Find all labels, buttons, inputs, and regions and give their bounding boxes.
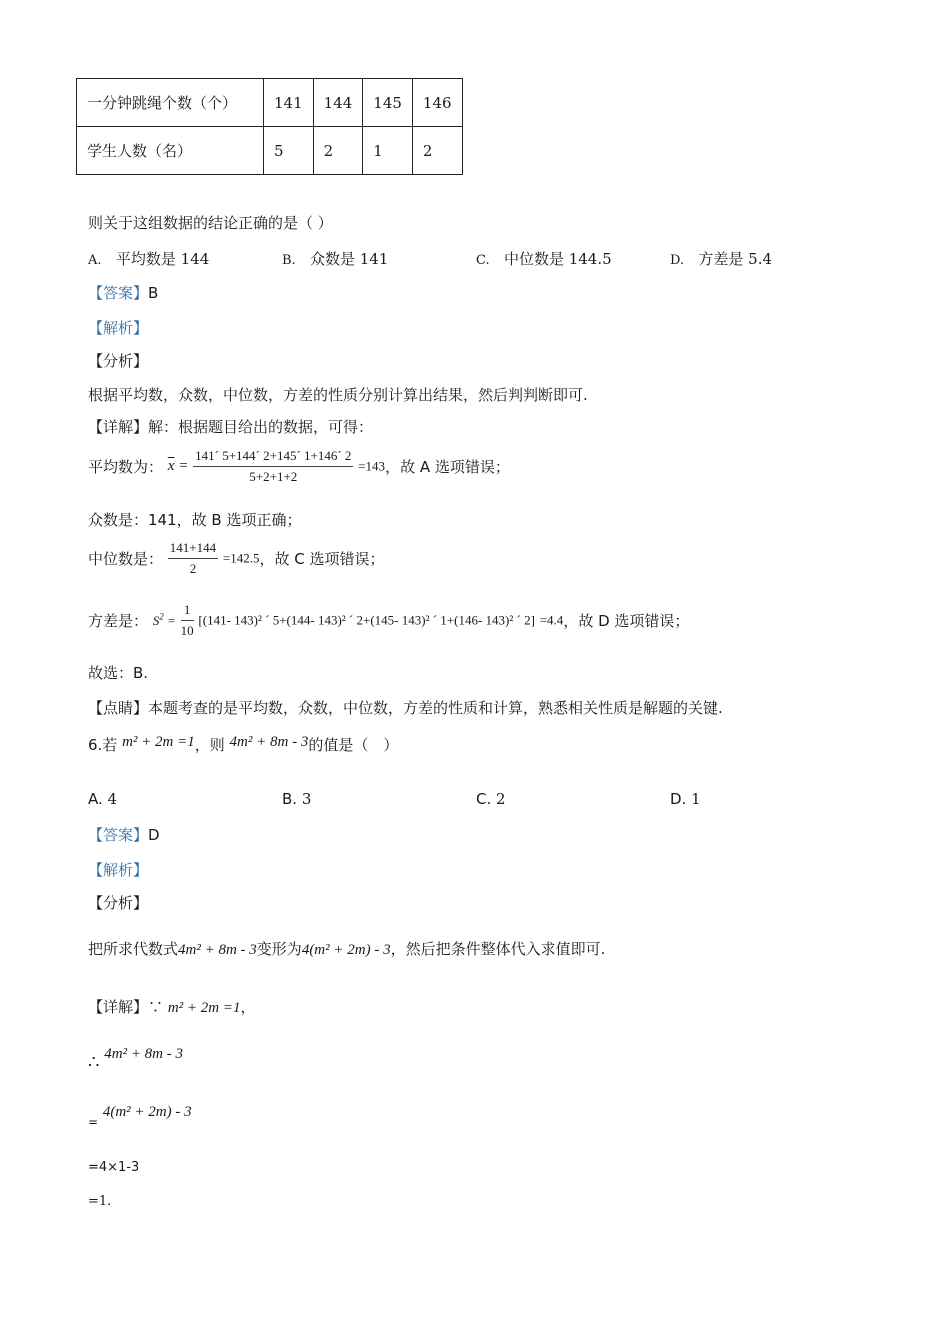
x-bar-symbol: $\overline{x}$ = [167,458,189,474]
equals-sign: = [88,1115,99,1129]
analysis-expression-2: 4(m² + 2m) - 3 [301,942,391,958]
table-cell: 学生人数（名） [77,127,264,175]
variance-fraction [181,602,194,639]
detail-comma: ， [240,998,256,1016]
q6-option-c [476,790,506,808]
q5-option-a [88,248,209,269]
dianjing-tag: 【点睛】 [88,699,149,717]
mean-result: =143 [358,458,386,474]
q5-dianjing [88,697,723,718]
analysis-part-c: ，然后把条件整体代入求值即可. [390,940,606,958]
detail-tag: 【详解】 [88,998,149,1016]
q5-analysis: 根据平均数，众数，中位数，方差的性质分别计算出结果，然后判判断即可. [88,386,588,404]
q6-option-d [670,790,701,808]
table-cell: 2 [412,127,462,175]
table-row [77,127,463,175]
option-text: 3 [301,790,312,808]
q6-expression: 4m² + 8m - 3 [229,734,309,750]
q6-condition: m² + 2m =1 [122,734,195,750]
option-label: C. [476,790,492,808]
answer-tag: 【答案】 [88,826,149,844]
variance-line [88,602,689,639]
table-cell: 146 [412,79,462,127]
median-numerator: 141+144 [168,540,218,559]
because-symbol: ∵ [148,998,164,1016]
detail-tag: 【详解】 [88,418,149,436]
q5-fenxi-tag: 【分析】 [88,352,149,370]
q6-jiexi-tag: 【解析】 [88,861,149,879]
q6-step2 [88,1102,192,1129]
variance-symbol: $S^2$ = [152,611,176,629]
table-cell: 145 [363,79,413,127]
q6-detail [88,996,255,1017]
median-label: 中位数是： [88,550,164,568]
q6-step3: =4×1-3 [88,1160,140,1175]
q5-option-d [670,248,772,269]
mean-fraction [193,448,353,485]
answer-value: B [148,284,159,302]
option-label: A. [88,790,103,808]
q6-option-a [88,790,117,808]
mean-conclusion: ，故 A 选项错误； [385,458,510,476]
q5-question: 则关于这组数据的结论正确的是（ ） [88,214,333,232]
variance-body: [(141- 143)² ´ 5+(144- 143)² ´ 2+(145- 143)² ´ 1+(146- 143)² ´ 2] [198,612,535,628]
analysis-expression: 4m² + 8m - 3 [178,942,257,958]
variance-expression: (141- 143)² ´ 5+(144- 143)² ´ 2+(145- 143)² ´ 1+(146- 143)² ´ 2 [202,612,531,628]
mean-line [88,448,510,485]
mean-denominator: 5+2+1+2 [249,469,298,484]
data-table [76,78,463,175]
option-label: B. [282,790,298,808]
option-label: D. [670,790,687,808]
q6-stem [88,734,398,755]
q5-detail [88,416,373,437]
detail-condition: m² + 2m =1 [167,1000,241,1016]
median-fraction [168,540,218,577]
median-denominator: 2 [189,561,197,576]
table-cell: 1 [363,127,413,175]
q6-step1 [88,1044,183,1073]
q6-answer [88,824,160,845]
mode-line: 众数是：141，故 B 选项正确； [88,511,302,529]
median-line [88,540,385,577]
analysis-part-a: 把所求代数式 [88,940,179,958]
q6-prefix: 6.若 [88,736,118,754]
option-label: C. [476,253,490,268]
q6-analysis [88,938,605,959]
q5-option-c [476,248,612,269]
variance-result: =4.4 [539,612,564,628]
answer-value: D [148,826,160,844]
mean-numerator: 141´ 5+144´ 2+145´ 1+146´ 2 [193,448,353,467]
dianjing-text: 本题考查的是平均数，众数，中位数，方差的性质和计算，熟悉相关性质是解题的关键. [148,699,723,717]
option-text: 1 [691,790,701,808]
option-text: 平均数是 144 [115,250,210,268]
table-cell: 一分钟跳绳个数（个） [77,79,264,127]
table-cell: 5 [264,127,314,175]
q5-jiexi-tag: 【解析】 [88,319,149,337]
q6-suffix: 的值是（ ） [308,736,399,754]
option-text: 众数是 141 [310,250,389,268]
variance-s: S [152,613,160,629]
median-conclusion: ，故 C 选项错误； [259,550,385,568]
step2-expression: 4(m² + 2m) - 3 [102,1104,192,1120]
therefore-symbol: ∴ [88,1052,100,1073]
q5-choose: 故选：B. [88,664,149,682]
q6-option-b [282,790,311,808]
mean-label: 平均数为： [88,458,164,476]
detail-text: 解：根据题目给出的数据，可得： [148,418,374,436]
option-text: 方差是 5.4 [698,250,773,268]
q5-answer [88,282,158,303]
median-result: =142.5 [222,550,260,566]
table-row [77,79,463,127]
q6-fenxi-tag: 【分析】 [88,894,149,912]
analysis-part-b: 变形为 [256,940,302,958]
step1-expression: 4m² + 8m - 3 [104,1046,184,1062]
variance-conclusion: ，故 D 选项错误； [563,612,690,630]
table-cell: 144 [313,79,363,127]
q5-option-b [282,248,388,269]
answer-tag: 【答案】 [88,284,149,302]
q6-mid: ，则 [194,736,225,754]
variance-denominator: 10 [180,623,194,638]
option-text: 中位数是 144.5 [503,250,612,268]
table-cell: 141 [264,79,314,127]
option-label: A. [88,253,102,268]
option-label: B. [282,253,296,268]
table-cell: 2 [313,127,363,175]
option-label: D. [670,253,685,268]
option-text: 4 [107,790,118,808]
variance-label: 方差是： [88,612,149,630]
option-text: 2 [496,790,506,808]
variance-numerator: 1 [181,602,194,621]
q6-step4: =1. [88,1194,112,1209]
